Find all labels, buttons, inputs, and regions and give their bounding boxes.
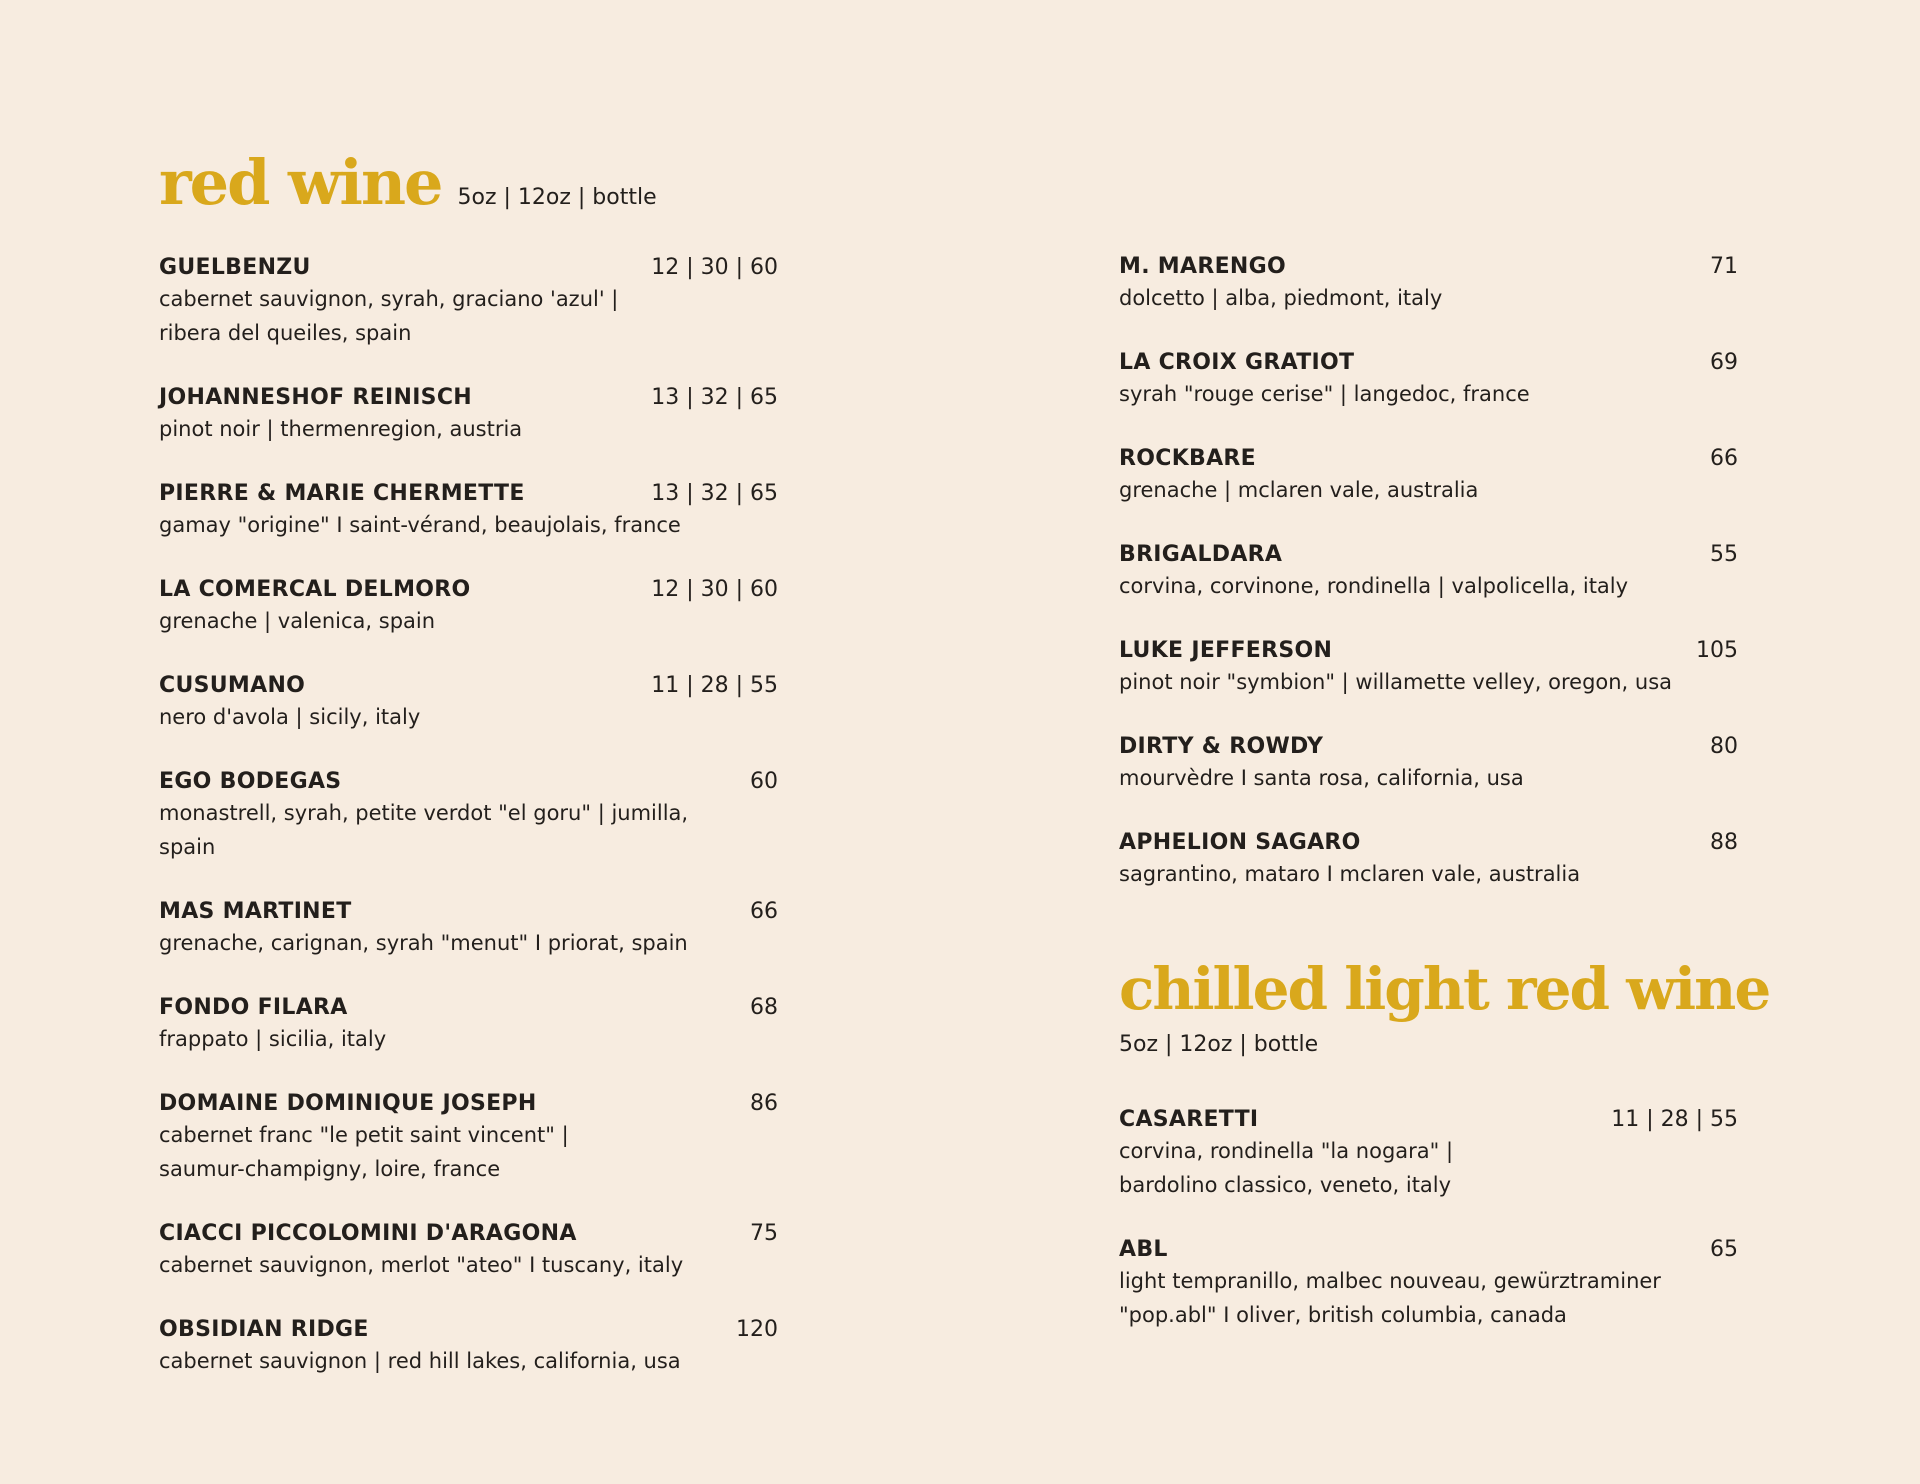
wine-item [1119,637,1738,699]
wine-item [159,672,778,734]
wine-name: JOHANNESHOF REINISCH [159,385,472,410]
wine-item [159,1090,778,1186]
wine-name: CIACCI PICCOLOMINI D'ARAGONA [159,1221,577,1246]
red-wine-header [159,146,657,219]
wine-item [159,480,778,542]
wine-item [159,1316,778,1378]
wine-item [1119,445,1738,507]
red-wine-list-right [1119,253,1738,925]
wine-name: PIERRE & MARIE CHERMETTE [159,481,525,506]
wine-price: 55 [1710,542,1738,567]
wine-name: DIRTY & ROWDY [1119,734,1324,759]
wine-description: pinot noir "symbion" | willamette velley, oregon, usa [1119,670,1673,694]
wine-price: 88 [1710,830,1738,855]
wine-price: 86 [750,1091,778,1116]
wine-price: 13 | 32 | 65 [651,481,778,506]
wine-name: ROCKBARE [1119,446,1256,471]
wine-description: pinot noir | thermenregion, austria [159,417,523,441]
wine-item [159,994,778,1056]
chilled-wine-title: chilled light red wine [1119,955,1770,1023]
wine-price: 13 | 32 | 65 [651,385,778,410]
wine-price: 69 [1710,350,1738,375]
wine-name: EGO BODEGAS [159,769,342,794]
wine-item [1119,349,1738,411]
wine-name: ABL [1119,1237,1168,1262]
wine-price: 68 [750,995,778,1020]
wine-item [1119,829,1738,891]
wine-name: GUELBENZU [159,255,311,280]
wine-item [159,254,778,350]
wine-description: sagrantino, mataro I mclaren vale, australia [1119,862,1581,886]
wine-name: CUSUMANO [159,673,306,698]
wine-item [1119,733,1738,795]
wine-description: syrah "rouge cerise" | langedoc, france [1119,382,1530,406]
wine-price: 11 | 28 | 55 [1611,1107,1738,1132]
wine-description: grenache | mclaren vale, australia [1119,478,1479,502]
wine-description: monastrell, syrah, petite verdot "el goru" | jumilla, spain [159,801,689,859]
wine-description: nero d'avola | sicily, italy [159,705,421,729]
wine-description: cabernet sauvignon, syrah, graciano 'azul' | ribera del queiles, spain [159,287,619,345]
wine-item [1119,541,1738,603]
chilled-wine-sizes: 5oz | 12oz | bottle [1119,1032,1319,1057]
wine-description: corvina, corvinone, rondinella | valpolicella, italy [1119,574,1629,598]
wine-item [159,898,778,960]
wine-name: DOMAINE DOMINIQUE JOSEPH [159,1091,537,1116]
wine-name: APHELION SAGARO [1119,830,1361,855]
wine-price: 71 [1710,254,1738,279]
wine-name: FONDO FILARA [159,995,348,1020]
wine-name: LA COMERCAL DELMORO [159,577,471,602]
wine-description: cabernet sauvignon, merlot "ateo" I tuscany, italy [159,1253,684,1277]
wine-description: frappato | sicilia, italy [159,1027,387,1051]
wine-name: MAS MARTINET [159,899,352,924]
wine-price: 60 [750,769,778,794]
red-wine-sizes: 5oz | 12oz | bottle [457,185,657,210]
wine-name: CASARETTI [1119,1107,1259,1132]
wine-name: M. MARENGO [1119,254,1286,279]
chilled-wine-header [1119,955,1770,1057]
wine-description: corvina, rondinella "la nogara" | bardolino classico, veneto, italy [1119,1139,1454,1197]
wine-price: 66 [750,899,778,924]
wine-item [1119,1106,1738,1202]
wine-item [1119,253,1738,315]
wine-price: 120 [736,1317,778,1342]
wine-description: grenache | valenica, spain [159,609,436,633]
chilled-wine-list [1119,1106,1738,1366]
wine-description: grenache, carignan, syrah "menut" I priorat, spain [159,931,688,955]
wine-price: 12 | 30 | 60 [651,255,778,280]
wine-item [159,1220,778,1282]
wine-price: 80 [1710,734,1738,759]
red-wine-list-left [159,254,778,1412]
wine-description: mourvèdre I santa rosa, california, usa [1119,766,1524,790]
wine-price: 75 [750,1221,778,1246]
red-wine-title: red wine [159,146,442,219]
wine-description: cabernet franc "le petit saint vincent" | saumur-champigny, loire, france [159,1123,569,1181]
wine-item [159,768,778,864]
wine-price: 12 | 30 | 60 [651,577,778,602]
wine-description: cabernet sauvignon | red hill lakes, california, usa [159,1349,681,1373]
wine-item [159,384,778,446]
wine-description: gamay "origine" I saint-vérand, beaujolais, france [159,513,681,537]
wine-name: OBSIDIAN RIDGE [159,1317,369,1342]
wine-name: LUKE JEFFERSON [1119,638,1333,663]
wine-price: 65 [1710,1237,1738,1262]
wine-name: BRIGALDARA [1119,542,1283,567]
wine-price: 66 [1710,446,1738,471]
wine-description: light tempranillo, malbec nouveau, gewürztraminer "pop.abl" I oliver, british columbia, canada [1119,1269,1661,1327]
wine-price: 105 [1696,638,1738,663]
wine-item [1119,1236,1738,1332]
wine-name: LA CROIX GRATIOT [1119,350,1355,375]
wine-item [159,576,778,638]
wine-price: 11 | 28 | 55 [651,673,778,698]
wine-description: dolcetto | alba, piedmont, italy [1119,286,1443,310]
